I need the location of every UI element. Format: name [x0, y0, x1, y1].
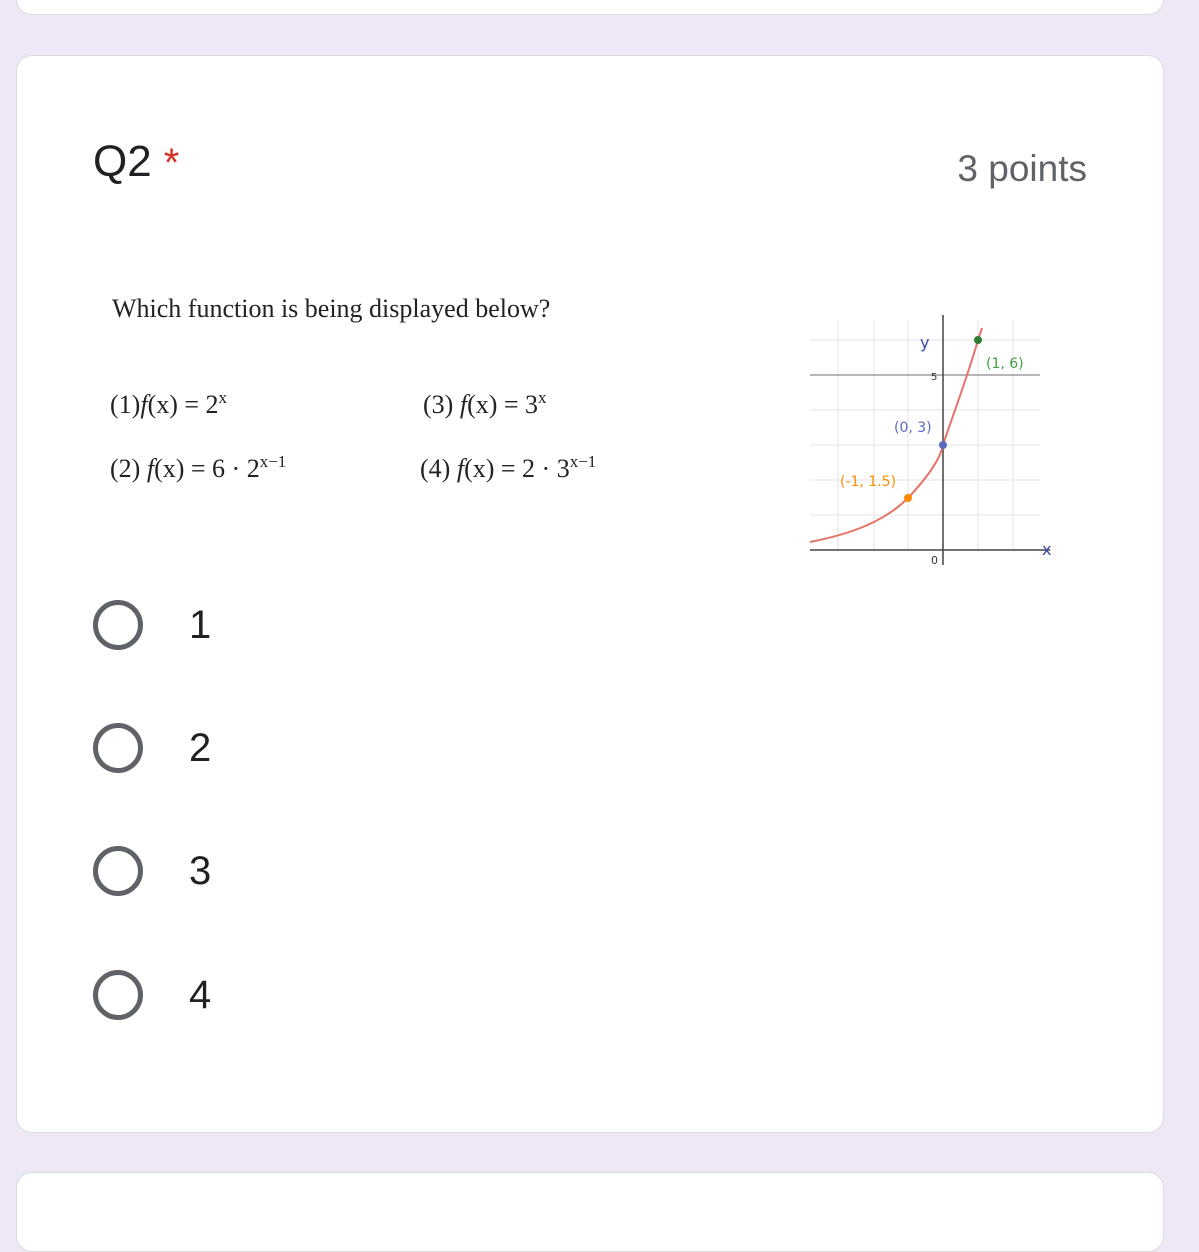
y-tick-label: 5	[931, 372, 938, 383]
radio-button[interactable]	[93, 723, 143, 773]
choice-label: 3	[189, 849, 212, 893]
choice-label: 4	[189, 973, 212, 1017]
choice-option-2[interactable]	[93, 717, 211, 779]
formula-option-1: $(1)f(x) = 2^x$	[110, 388, 228, 419]
radio-button[interactable]	[93, 846, 143, 896]
choice-label: 1	[189, 603, 212, 647]
formula-option-2: (2) $f(x) = 6 \cdot 2^{x-1}$	[110, 452, 287, 483]
formula-option-4: (4) $f(x) = 2 \cdot 3^{x-1}$	[420, 452, 597, 483]
x-axis-label: x	[1042, 540, 1052, 559]
radio-button[interactable]	[93, 970, 143, 1020]
point-label-0-3: (0, 3)	[894, 420, 932, 436]
required-asterisk: *	[163, 141, 180, 185]
point-1-marker	[974, 336, 982, 344]
question-number: Q2	[93, 137, 152, 186]
choice-option-4[interactable]	[93, 964, 211, 1026]
question-points: 3 points	[957, 148, 1087, 189]
point-0-marker	[939, 441, 947, 449]
function-graph	[800, 300, 1070, 567]
point-label-1-6: (1, 6)	[986, 356, 1024, 372]
question-image	[100, 280, 1100, 570]
next-question-card	[16, 1172, 1164, 1252]
radio-button[interactable]	[93, 600, 143, 650]
question-prompt: Which function is being displayed below?	[112, 294, 551, 323]
choice-option-3[interactable]	[93, 840, 211, 902]
choice-option-1[interactable]	[93, 594, 211, 656]
choice-label: 2	[189, 726, 212, 770]
formula-option-3: (3) $f(x) = 3^x$	[423, 388, 547, 419]
origin-label: 0	[931, 554, 938, 567]
point-neg1-marker	[904, 494, 912, 502]
point-label-neg1-1-5: (-1, 1.5)	[840, 474, 897, 490]
previous-question-card	[16, 0, 1164, 15]
question-title	[93, 137, 180, 186]
y-axis-label: y	[920, 333, 930, 352]
